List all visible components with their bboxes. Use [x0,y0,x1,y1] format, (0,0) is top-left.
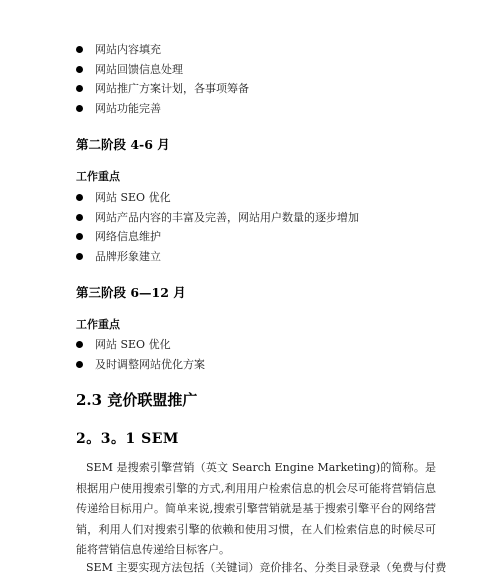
bullet-list-stage2 [76,191,486,270]
list-item [76,63,476,76]
bullet-icon [76,194,83,201]
list-item [76,102,476,115]
section-heading: 2.3 竞价联盟推广 [76,391,198,409]
list-item-text: 网站 SEO 优化 [95,191,171,204]
list-item [76,43,476,56]
bullet-list-stage3 [76,338,476,377]
list-item-text: 网站 SEO 优化 [95,338,171,351]
list-item-text: 网站推广方案计划，各事项筹备 [95,82,249,96]
list-item-text: 及时调整网站优化方案 [95,357,205,371]
body-paragraph: SEM 是搜索引擎营销（英文 Search Engine Marketing)的简称。是根据用户使用搜索引擎的方式,利用用户检索信息的机会尽可能将营销信息传递给目标用户。简单来说,搜索引擎营销就是基于搜索引擎平台的网络营销，利用人们对搜索引擎的依赖和使用习惯，在人们检索信息的时候尽可能将营销信息传递给目标客户。 [76,461,436,556]
bullet-icon [76,105,83,112]
list-item [76,211,486,224]
list-item [76,191,486,204]
stage2-focus-label: 工作重点 [76,170,120,183]
list-item-text: 网站内容填充 [95,43,161,56]
list-item-text: 品牌形象建立 [95,250,161,264]
list-item [76,338,476,351]
list-item [76,250,486,263]
list-item-text: 网站回馈信息处理 [95,62,183,76]
stage3-focus-label: 工作重点 [76,318,120,331]
bullet-icon [76,85,83,92]
cut-off-line: SEM 主要实现方法包括（关键词）竞价排名、分类目录登录（免费与付费 [86,561,447,574]
subsection-heading: 2。3。1 SEM [76,431,179,447]
list-item [76,82,476,95]
list-item-text: 网站功能完善 [95,102,161,116]
list-item-text: 网站产品内容的丰富及完善，网站用户数量的逐步增加 [95,210,359,224]
bullet-icon [76,253,83,260]
bullet-icon [76,341,83,348]
list-item [76,358,476,371]
list-item-text: 网络信息维护 [95,230,161,244]
bullet-list-stage1 [76,43,476,122]
bullet-icon [76,214,83,221]
stage3-title: 第三阶段 6—12 月 [76,285,186,300]
stage2-title: 第二阶段 4-6 月 [76,137,170,152]
bullet-icon [76,233,83,240]
bullet-icon [76,46,83,53]
bullet-icon [76,66,83,73]
list-item [76,230,486,243]
bullet-icon [76,361,83,368]
